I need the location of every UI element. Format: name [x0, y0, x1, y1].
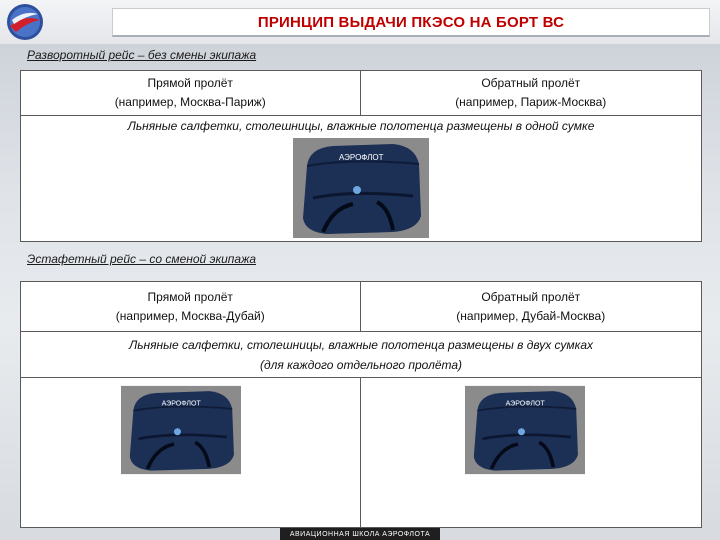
two-bags-note-cell — [21, 332, 702, 378]
aeroflot-logo-icon — [4, 2, 46, 42]
return-leg-cell — [360, 282, 702, 332]
page-title: ПРИНЦИП ВЫДАЧИ ПКЭСО НА БОРТ ВС — [257, 13, 565, 31]
bag-photo-2 — [121, 384, 241, 476]
single-bag-cell — [21, 116, 702, 242]
section-label-relay: Эстафетный рейс – со сменой экипажа — [27, 252, 257, 266]
two-bags-note-line1: Льняные салфетки, столешницы, влажные полотенца размещены в двух сумках — [129, 337, 593, 352]
header-bar — [0, 0, 720, 44]
bag-photo-3 — [465, 384, 585, 476]
return-leg-cell — [360, 71, 702, 116]
return-leg-title: Обратный пролёт — [481, 289, 581, 304]
two-bags-note-line2: (для каждого отдельного пролёта) — [259, 357, 463, 372]
direct-leg-title: Прямой пролёт — [147, 76, 233, 90]
direct-leg-title: Прямой пролёт — [147, 289, 233, 304]
direct-leg-example: (например, Москва-Дубай) — [115, 308, 265, 323]
return-leg-example: (например, Дубай-Москва) — [456, 308, 606, 323]
return-leg-title: Обратный пролёт — [481, 76, 581, 90]
direct-leg-cell — [21, 71, 361, 116]
direct-leg-cell — [21, 282, 361, 332]
title-box — [112, 8, 710, 37]
bag-brand-text: АЭРОФЛОТ — [505, 400, 545, 408]
direct-leg-bag-cell — [21, 378, 361, 528]
relay-table — [20, 281, 702, 528]
footer-text: АВИАЦИОННАЯ ШКОЛА АЭРОФЛОТА — [289, 530, 431, 538]
bag-photo-1 — [293, 138, 429, 238]
direct-leg-example: (например, Москва-Париж) — [114, 95, 266, 109]
single-bag-note: Льняные салфетки, столешницы, влажные полотенца размещены в одной сумке — [127, 119, 595, 133]
return-leg-example: (например, Париж-Москва) — [455, 95, 607, 109]
bag-brand-text: АЭРОФЛОТ — [161, 400, 201, 408]
return-leg-bag-cell — [360, 378, 702, 528]
bag-brand-text: АЭРОФЛОТ — [339, 153, 384, 162]
footer-bar — [280, 528, 440, 540]
section-label-turnaround: Разворотный рейс – без смены экипажа — [27, 48, 257, 62]
turnaround-table — [20, 70, 702, 242]
